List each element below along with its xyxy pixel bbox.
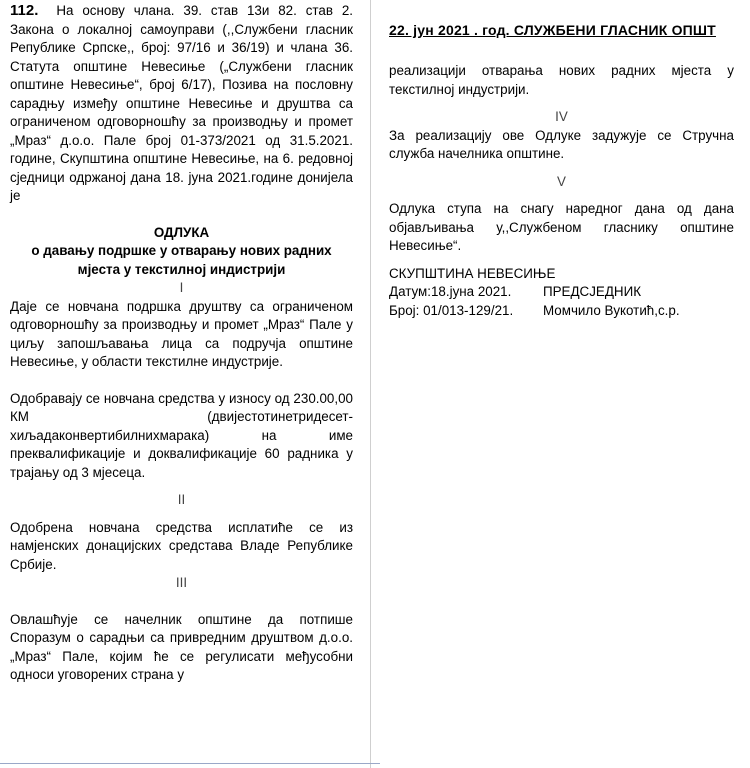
section-heading-5: V bbox=[557, 173, 566, 189]
paragraph-5: реализацији отварања нових радних мјеста у текстилној индустрији. bbox=[389, 63, 734, 97]
reference-number: Број: 01/013-129/21. bbox=[389, 302, 514, 318]
president-title: ПРЕДСЈЕДНИК bbox=[543, 284, 642, 299]
section-heading-4: IV bbox=[555, 109, 568, 124]
intro-text: На основу члана. 39. став 13и 82. став 2. Закона о локалној самоуправи (,,Службени гласник Републике Српске,, број: 97/16 и 36/19) и члана 36. Статута општине Невесиње („Службени гласник општине Невесиње“, број 6/17), Позива на пословну сарадњу између општине Невесиње и друштва са ограниченом одговорношћу за производњу и промет „Мраз“ д.о.о. Пале број 01-373/2021 од 31.5.2021. године, Скупштина општине Невесиње, на 6. редовној сједници одржаној дана 18. јуна 2021.године донијела је bbox=[10, 3, 353, 203]
decision-title: ОДЛУКА bbox=[153, 224, 210, 240]
paragraph-3: Одобрена новчана средства исплатиће се из намјенских донацијских средстава Владе Републике Србије. bbox=[10, 519, 353, 572]
bottom-rule bbox=[0, 763, 380, 764]
paragraph-6: За реализацију ове Одлуке задужује се Стручна служба начелника општине. bbox=[389, 127, 734, 161]
right-column bbox=[389, 62, 734, 320]
paragraph-4: Овлашћује се начелник општине да потпише Споразум о сарадњи са привредним друштвом д.о.о. „Мраз“ Пале, којим ће се регулисати међусобни односи уговорених страна у bbox=[10, 611, 353, 682]
section-heading-3: III bbox=[175, 575, 188, 590]
left-column bbox=[10, 2, 353, 685]
column-divider bbox=[370, 0, 371, 768]
section-heading-1: I bbox=[179, 280, 184, 295]
paragraph-1: Даје се новчана подршка друштву са ограниченом одговорношћу за производњу и промет „Мраз“ Пале у циљу запошљавања лица са подручја општине Невесиње, у области текстилне индустрије. bbox=[10, 298, 353, 369]
signer-name: Момчило Вукотић,с.р. bbox=[543, 302, 680, 318]
date: Датум:18.јуна 2021. bbox=[389, 284, 512, 299]
decision-subtitle: о давању подршке у отварању нових радних мјеста у текстилној индистрији bbox=[31, 243, 332, 277]
page-header: 22. јун 2021 . год. СЛУЖБЕНИ ГЛАСНИК ОПШТ bbox=[389, 22, 716, 38]
signature-row-2 bbox=[389, 302, 734, 321]
section-heading-2: II bbox=[177, 492, 186, 507]
paragraph-7: Одлука ступа на снагу наредног дана од дана објављивања у,,Службеном гласнику општине Невесиње“. bbox=[389, 201, 734, 253]
signature-row-1 bbox=[389, 283, 734, 302]
item-number: 112. bbox=[10, 2, 39, 19]
intro-paragraph bbox=[10, 2, 353, 206]
assembly-name: СКУПШТИНА НЕВЕСИЊЕ bbox=[389, 265, 556, 281]
paragraph-2: Одобравају се новчана средства у износу од 230.00,00 КМ (двијестотинетридесет-хиљадаконвертибилнихмарака) на име преквалификације и доквалификације 60 радника у трајању од 3 мјесеца. bbox=[10, 390, 353, 480]
